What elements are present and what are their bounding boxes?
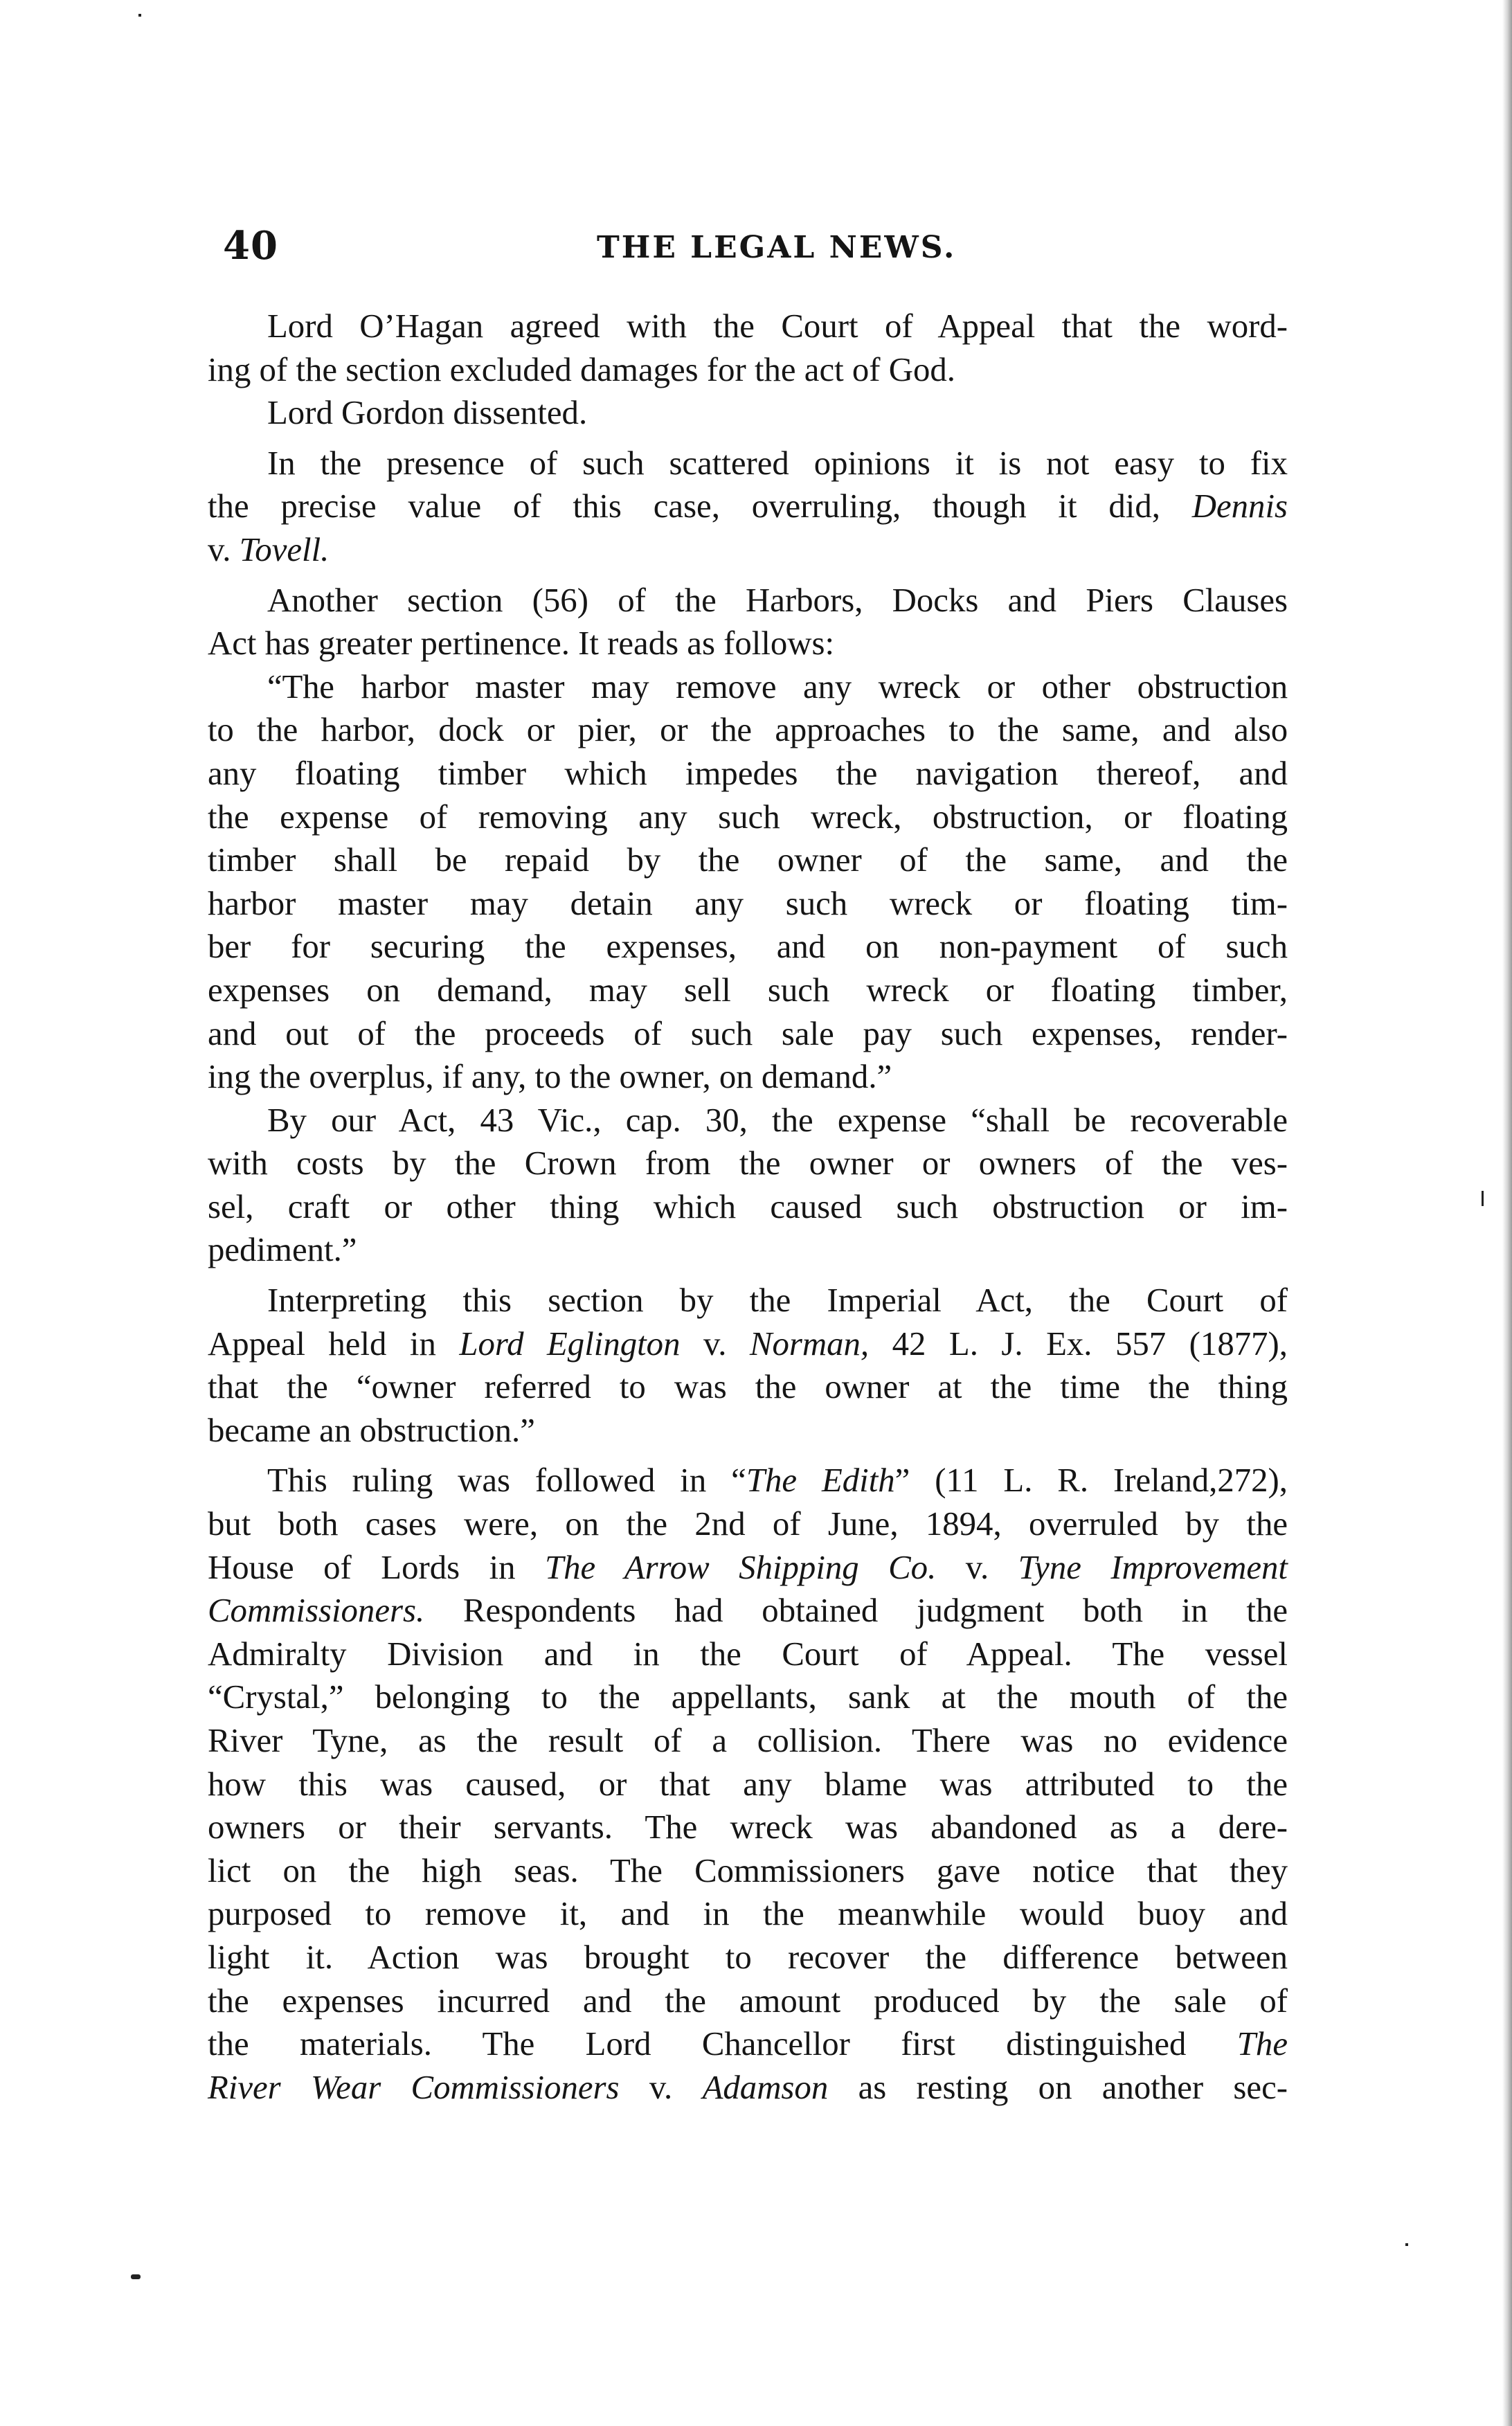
- text-line: ing of the section excluded damages for the act of God.: [208, 350, 955, 388]
- text-line: River Tyne, as the result of a collision. There was no evidence: [208, 1722, 1288, 1759]
- page-edge: [1502, 0, 1512, 2426]
- body-text: [208, 305, 1288, 2109]
- text-line: House of Lords in The Arrow Shipping Co. v. Tyne Improvement: [208, 1548, 1288, 1586]
- case-name: Dennis: [1191, 487, 1288, 525]
- text-line: the expense of removing any such wreck, obstruction, or floating: [208, 798, 1288, 836]
- case-name: The Arrow Shipping Co.: [545, 1548, 937, 1586]
- text-line: any floating timber which impedes the navigation thereof, and: [208, 754, 1288, 792]
- text-line: light it. Action was brought to recover the difference between: [208, 1938, 1288, 1976]
- text-line: purposed to remove it, and in the meanwhile would buoy and: [208, 1895, 1288, 1933]
- case-name: The: [1236, 2025, 1288, 2063]
- running-head: THE LEGAL NEWS.: [597, 230, 957, 265]
- case-name: Tovell.: [239, 530, 330, 568]
- text-line: that the “owner referred to was the owner at the time the thing: [208, 1368, 1288, 1406]
- text-line: owners or their servants. The wreck was abandoned as a dere-: [208, 1808, 1288, 1847]
- text-line: harbor master may detain any such wreck or floating tim-: [208, 884, 1288, 922]
- text-line: the materials. The Lord Chancellor first distinguished The: [208, 2025, 1288, 2063]
- case-name: Norman,: [749, 1324, 870, 1363]
- text-line: ber for securing the expenses, and on non-payment of such: [208, 928, 1288, 966]
- text-line: Lord O’Hagan agreed with the Court of Appeal that the word-: [267, 307, 1288, 345]
- scan-speck: [131, 2274, 141, 2279]
- text-line: became an obstruction.”: [208, 1411, 535, 1449]
- text-line: the expenses incurred and the amount produced by the sale of: [208, 1982, 1288, 2020]
- case-name: Commissioners.: [208, 1592, 425, 1630]
- text-line: sel, craft or other thing which caused such obstruction or im-: [208, 1187, 1288, 1225]
- text-line: By our Act, 43 Vic., cap. 30, the expense “shall be recoverable: [267, 1101, 1288, 1139]
- text-line: timber shall be repaid by the owner of the same, and the: [208, 841, 1288, 879]
- text-line: Appeal held in Lord Eglington v. Norman, 42 L. J. Ex. 557 (1877),: [208, 1324, 1288, 1363]
- page-header: [223, 223, 1289, 278]
- text-line: Another section (56) of the Harbors, Docks and Piers Clauses: [267, 581, 1288, 619]
- text-line: Admiralty Division and in the Court of Appeal. The vessel: [208, 1635, 1288, 1673]
- text-line: Lord Gordon dissented.: [267, 394, 588, 432]
- text-line: v. Tovell.: [208, 530, 330, 568]
- text-line: “Crystal,” belonging to the appellants, sank at the mouth of the: [208, 1678, 1288, 1716]
- case-name: River Wear Commissioners: [208, 2068, 620, 2106]
- text-line: with costs by the Crown from the owner or owners of the ves-: [208, 1144, 1288, 1183]
- case-name: Adamson: [702, 2068, 829, 2106]
- case-name: Lord Eglington: [459, 1324, 681, 1363]
- text-line: pediment.”: [208, 1231, 357, 1269]
- case-name: The Edith: [746, 1462, 895, 1500]
- scan-speck: [138, 14, 141, 17]
- text-line: expenses on demand, may sell such wreck or floating timber,: [208, 971, 1288, 1009]
- text-line: This ruling was followed in “The Edith” (11 L. R. Ireland,272),: [267, 1462, 1288, 1500]
- scan-speck: [1482, 1191, 1484, 1206]
- page-number: 40: [223, 223, 278, 269]
- scan-speck: [1405, 2243, 1408, 2246]
- text-line: ing the overplus, if any, to the owner, on demand.”: [208, 1058, 892, 1096]
- text-line: River Wear Commissioners v. Adamson as resting on another sec-: [208, 2068, 1288, 2106]
- text-line: the precise value of this case, overruling, though it did, Dennis: [208, 487, 1288, 525]
- text-line: how this was caused, or that any blame was attributed to the: [208, 1765, 1288, 1803]
- text-line: Commissioners. Respondents had obtained judgment both in the: [208, 1592, 1288, 1630]
- text-line: and out of the proceeds of such sale pay such expenses, render-: [208, 1014, 1288, 1052]
- text-line: In the presence of such scattered opinions it is not easy to fix: [267, 444, 1288, 482]
- text-line: but both cases were, on the 2nd of June, 1894, overruled by the: [208, 1505, 1288, 1543]
- text-line: to the harbor, dock or pier, or the approaches to the same, and also: [208, 711, 1288, 749]
- text-line: “The harbor master may remove any wreck or other obstruction: [267, 667, 1288, 706]
- text-line: Act has greater pertinence. It reads as follows:: [208, 625, 835, 663]
- case-name: Tyne Improvement: [1018, 1548, 1288, 1586]
- text-line: Interpreting this section by the Imperial Act, the Court of: [267, 1282, 1288, 1320]
- text-line: lict on the high seas. The Commissioners gave notice that they: [208, 1851, 1288, 1889]
